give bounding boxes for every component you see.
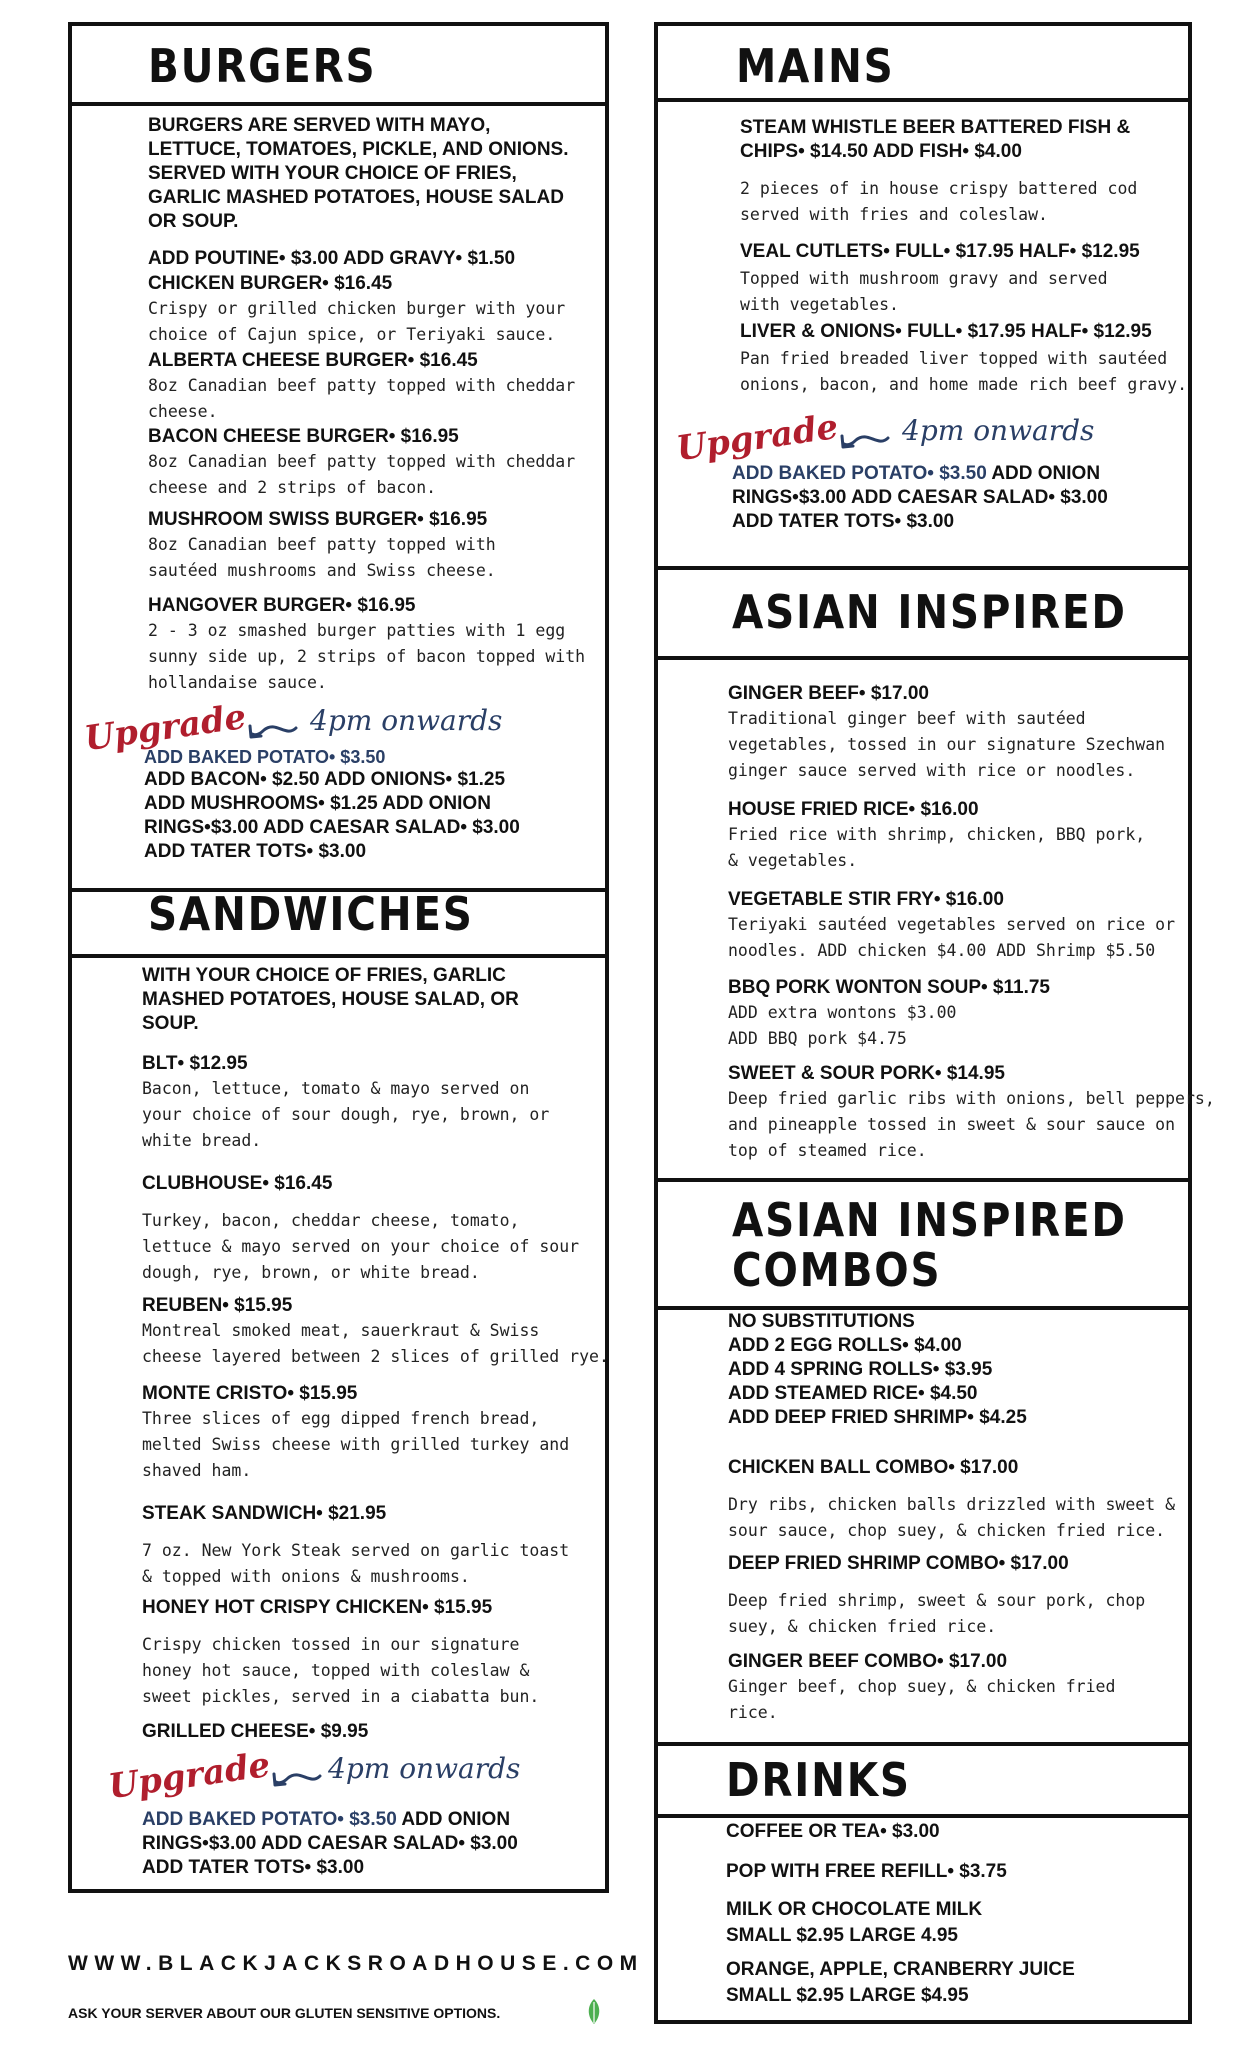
drinks-title: DRINKS [726, 1753, 911, 1807]
menu-item-name: LIVER & ONIONS• FULL• $17.95 HALF• $12.95 [740, 321, 1152, 342]
combo-addon: NO SUBSTITUTIONS [728, 1311, 915, 1332]
menu-item-desc: top of steamed rice. [728, 1141, 927, 1160]
menu-item-desc: served with fries and coleslaw. [740, 205, 1048, 224]
divider [654, 1814, 1192, 1818]
upgrade-time: 4pm onwards [902, 414, 1095, 447]
leaf-icon [586, 1998, 602, 2026]
menu-item-desc: Fried rice with shrimp, chicken, BBQ pork, [728, 825, 1146, 844]
website-link[interactable]: WWW.BLACKJACKSROADHOUSE.COM [68, 1952, 644, 1975]
menu-item-desc: noodles. ADD chicken $4.00 ADD Shrimp $5.50 [728, 941, 1156, 960]
upgrade-first-line [732, 462, 1100, 486]
menu-item-name: VEAL CUTLETS• FULL• $17.95 HALF• $12.95 [740, 241, 1140, 262]
menu-item-name: STEAK SANDWICH• $21.95 [142, 1503, 387, 1524]
drink-item: MILK OR CHOCOLATE MILK [726, 1899, 983, 1920]
menu-item-name: GINGER BEEF• $17.00 [728, 683, 929, 704]
menu-item-desc: sunny side up, 2 strips of bacon topped with [148, 647, 586, 666]
menu-item-desc: suey, & chicken fried rice. [728, 1617, 997, 1636]
menu-item-name: ALBERTA CHEESE BURGER• $16.45 [148, 350, 478, 371]
menu-item-desc: sour sauce, chop suey, & chicken fried rice. [728, 1521, 1166, 1540]
menu-item-name: GINGER BEEF COMBO• $17.00 [728, 1651, 1008, 1672]
drink-item: ORANGE, APPLE, CRANBERRY JUICE [726, 1959, 1075, 1980]
menu-item-desc: & vegetables. [728, 851, 858, 870]
drink-item: POP WITH FREE REFILL• $3.75 [726, 1861, 1007, 1882]
menu-item-desc: Dry ribs, chicken balls drizzled with sweet & [728, 1495, 1176, 1514]
section-intro: OR SOUP. [148, 211, 239, 232]
combos-title-line-2: COMBOS [732, 1243, 942, 1297]
gluten-note: ASK YOUR SERVER ABOUT OUR GLUTEN SENSITIVE OPTIONS. [68, 2005, 501, 2021]
upgrade-onion-rings: ADD ONION [986, 463, 1101, 484]
menu-item-desc: and pineapple tossed in sweet & sour sauce on [728, 1115, 1176, 1134]
divider [654, 98, 1192, 102]
menu-item-desc: sautéed mushrooms and Swiss cheese. [148, 561, 496, 580]
menu-item-desc: 2 pieces of in house crispy battered cod [740, 179, 1138, 198]
burgers-title: BURGERS [148, 39, 377, 93]
menu-item-desc: Deep fried shrimp, sweet & sour pork, chop [728, 1591, 1146, 1610]
upgrade-onion-rings: ADD ONION [396, 1809, 511, 1830]
menu-item-name: MUSHROOM SWISS BURGER• $16.95 [148, 509, 488, 530]
menu-item-name: CLUBHOUSE• $16.45 [142, 1173, 333, 1194]
asian-title: ASIAN INSPIRED [732, 585, 1127, 639]
menu-item-desc: with vegetables. [740, 295, 899, 314]
menu-item-name: HONEY HOT CRISPY CHICKEN• $15.95 [142, 1597, 493, 1618]
curved-arrow-icon [270, 1764, 322, 1799]
menu-item-name: REUBEN• $15.95 [142, 1295, 293, 1316]
menu-item-desc: Crispy or grilled chicken burger with your [148, 299, 566, 318]
upgrade-baked-potato: ADD BAKED POTATO• $3.50 [732, 463, 987, 484]
menu-item-desc: melted Swiss cheese with grilled turkey and [142, 1435, 570, 1454]
combo-addon: ADD 2 EGG ROLLS• $4.00 [728, 1335, 962, 1356]
menu-item-desc: choice of Cajun spice, or Teriyaki sauce. [148, 325, 556, 344]
menu-item-name: GRILLED CHEESE• $9.95 [142, 1721, 369, 1742]
menu-item-desc: ADD BBQ pork $4.75 [728, 1029, 907, 1048]
upgrade-line: ADD TATER TOTS• $3.00 [732, 511, 955, 532]
upgrade-line: ADD BACON• $2.50 ADD ONIONS• $1.25 [144, 769, 506, 790]
addon-line: ADD POUTINE• $3.00 ADD GRAVY• $1.50 [148, 248, 516, 269]
menu-item-desc: 8oz Canadian beef patty topped with cheddar [148, 452, 576, 471]
upgrade-label: Upgrade [106, 1744, 273, 1808]
menu-item-name: SWEET & SOUR PORK• $14.95 [728, 1063, 1005, 1084]
menu-item-desc: Teriyaki sautéed vegetables served on rice or [728, 915, 1176, 934]
menu-item-desc: vegetables, tossed in our signature Szechwan [728, 735, 1166, 754]
menu-item-desc: cheese and 2 strips of bacon. [148, 478, 437, 497]
menu-item-desc: shaved ham. [142, 1461, 252, 1480]
section-intro: SOUP. [142, 1013, 199, 1034]
combo-addon: ADD DEEP FRIED SHRIMP• $4.25 [728, 1407, 1027, 1428]
menu-item-desc: 8oz Canadian beef patty topped with cheddar [148, 376, 576, 395]
upgrade-line: RINGS•$3.00 ADD CAESAR SALAD• $3.00 [732, 487, 1108, 508]
divider [68, 102, 609, 106]
upgrade-line: ADD TATER TOTS• $3.00 [142, 1857, 365, 1878]
drink-item: SMALL $2.95 LARGE $4.95 [726, 1985, 969, 2006]
menu-item-desc: white bread. [142, 1131, 262, 1150]
menu-item-name: HOUSE FRIED RICE• $16.00 [728, 799, 979, 820]
section-intro: LETTUCE, TOMATOES, PICKLE, AND ONIONS. [148, 139, 569, 160]
menu-item-desc: dough, rye, brown, or white bread. [142, 1263, 480, 1282]
menu-item-name: HANGOVER BURGER• $16.95 [148, 595, 416, 616]
menu-item-desc: Topped with mushroom gravy and served [740, 269, 1108, 288]
menu-item-desc: Turkey, bacon, cheddar cheese, tomato, [142, 1211, 520, 1230]
menu-item-name: STEAM WHISTLE BEER BATTERED FISH & [740, 117, 1131, 138]
combos-title-line-1: ASIAN INSPIRED [732, 1193, 1127, 1247]
menu-item-name: VEGETABLE STIR FRY• $16.00 [728, 889, 1004, 910]
mains-title: MAINS [736, 39, 895, 93]
menu-item-name: CHIPS• $14.50 ADD FISH• $4.00 [740, 141, 1022, 162]
menu-item-desc: & topped with onions & mushrooms. [142, 1567, 470, 1586]
menu-item-desc: Three slices of egg dipped french bread, [142, 1409, 540, 1428]
upgrade-time: 4pm onwards [310, 704, 503, 737]
menu-item-desc: 8oz Canadian beef patty topped with [148, 535, 496, 554]
menu-item-desc: sweet pickles, served in a ciabatta bun. [142, 1687, 540, 1706]
menu-item-desc: Pan fried breaded liver topped with sautéed [740, 349, 1168, 368]
section-intro: WITH YOUR CHOICE OF FRIES, GARLIC [142, 965, 506, 986]
divider [68, 954, 609, 958]
menu-item-desc: cheese. [148, 402, 218, 421]
section-intro: MASHED POTATOES, HOUSE SALAD, OR [142, 989, 519, 1010]
upgrade-baked-potato: ADD BAKED POTATO• $3.50 [144, 747, 386, 767]
drink-item: COFFEE OR TEA• $3.00 [726, 1821, 940, 1842]
menu-item-desc: ADD extra wontons $3.00 [728, 1003, 957, 1022]
menu-item-name: DEEP FRIED SHRIMP COMBO• $17.00 [728, 1553, 1069, 1574]
menu-item-desc: Crispy chicken tossed in our signature [142, 1635, 520, 1654]
upgrade-time: 4pm onwards [328, 1752, 521, 1785]
menu-item-name: BBQ PORK WONTON SOUP• $11.75 [728, 977, 1050, 998]
upgrade-line: ADD MUSHROOMS• $1.25 ADD ONION [144, 793, 491, 814]
upgrade-line: RINGS•$3.00 ADD CAESAR SALAD• $3.00 [144, 817, 520, 838]
section-intro: BURGERS ARE SERVED WITH MAYO, [148, 115, 491, 136]
menu-item-desc: lettuce & mayo served on your choice of sour [142, 1237, 580, 1256]
menu-item-name: MONTE CRISTO• $15.95 [142, 1383, 358, 1404]
sandwiches-title: SANDWICHES [148, 887, 474, 941]
combo-addon: ADD STEAMED RICE• $4.50 [728, 1383, 978, 1404]
upgrade-line: ADD TATER TOTS• $3.00 [144, 841, 367, 862]
section-intro: SERVED WITH YOUR CHOICE OF FRIES, [148, 163, 517, 184]
menu-item-desc: Ginger beef, chop suey, & chicken fried [728, 1677, 1116, 1696]
upgrade-line: RINGS•$3.00 ADD CAESAR SALAD• $3.00 [142, 1833, 518, 1854]
upgrade-label: Upgrade [82, 696, 249, 760]
menu-item-name: CHICKEN BALL COMBO• $17.00 [728, 1457, 1019, 1478]
menu-item-name: CHICKEN BURGER• $16.45 [148, 273, 393, 294]
menu-item-desc: rice. [728, 1703, 778, 1722]
menu-item-desc: Deep fried garlic ribs with onions, bell peppers, [728, 1089, 1215, 1108]
menu-item-desc: cheese layered between 2 slices of grilled rye. [142, 1347, 609, 1366]
upgrade-first-line [142, 1808, 510, 1832]
menu-item-desc: Traditional ginger beef with sautéed [728, 709, 1086, 728]
section-intro: GARLIC MASHED POTATOES, HOUSE SALAD [148, 187, 564, 208]
menu-item-desc: honey hot sauce, topped with coleslaw & [142, 1661, 530, 1680]
combo-addon: ADD 4 SPRING ROLLS• $3.95 [728, 1359, 993, 1380]
drink-item: SMALL $2.95 LARGE 4.95 [726, 1925, 958, 1946]
menu-item-desc: hollandaise sauce. [148, 673, 327, 692]
divider [654, 656, 1192, 660]
menu-item-desc: ginger sauce served with rice or noodles. [728, 761, 1136, 780]
menu-item-desc: 7 oz. New York Steak served on garlic toast [142, 1541, 570, 1560]
menu-item-name: BACON CHEESE BURGER• $16.95 [148, 426, 459, 447]
menu-item-desc: your choice of sour dough, rye, brown, or [142, 1105, 550, 1124]
upgrade-label: Upgrade [674, 406, 841, 470]
menu-item-desc: onions, bacon, and home made rich beef gravy. [740, 375, 1188, 394]
menu-item-name: BLT• $12.95 [142, 1053, 248, 1074]
menu-item-desc: Bacon, lettuce, tomato & mayo served on [142, 1079, 530, 1098]
menu-item-desc: 2 - 3 oz smashed burger patties with 1 egg [148, 621, 566, 640]
upgrade-baked-potato: ADD BAKED POTATO• $3.50 [142, 1809, 397, 1830]
menu-item-desc: Montreal smoked meat, sauerkraut & Swiss [142, 1321, 540, 1340]
curved-arrow-icon [838, 426, 890, 461]
